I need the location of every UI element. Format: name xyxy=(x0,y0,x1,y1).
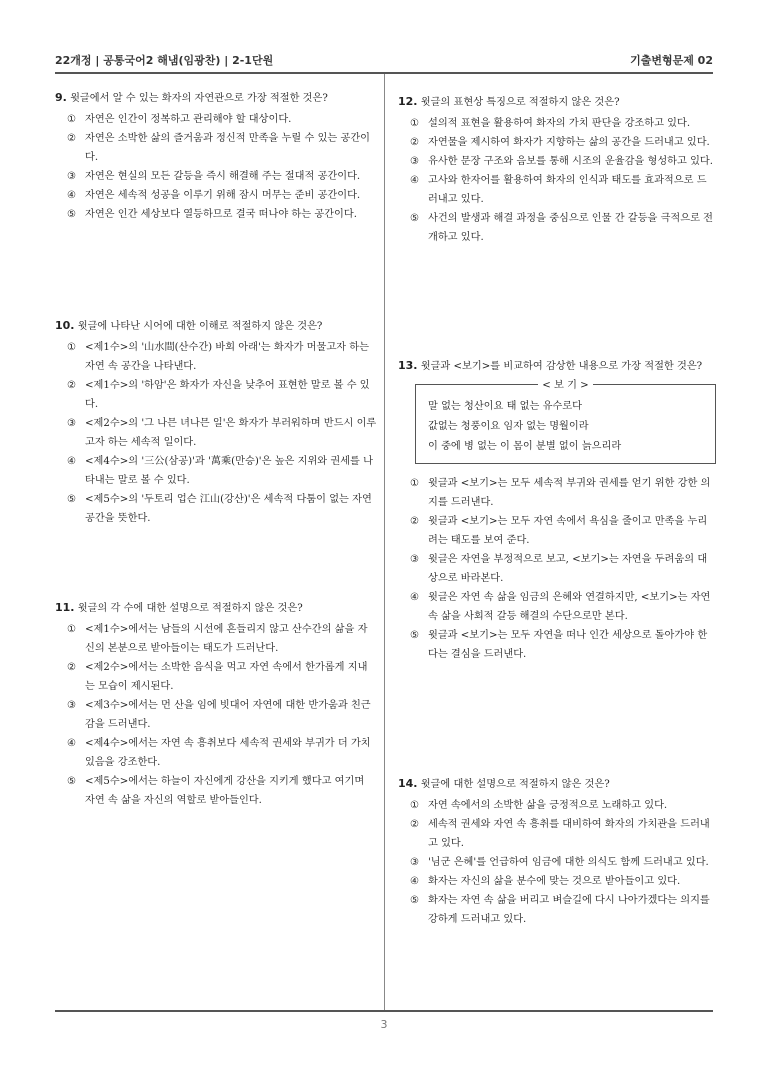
option-marker: ② xyxy=(67,662,77,673)
option-5[interactable] xyxy=(398,626,716,664)
option-text: 윗글은 자연 속 삶을 임금의 은혜와 연결하지만, <보기>는 자연 속 삶을 사회적 갈등 해결의 수단으로만 본다. xyxy=(428,592,711,622)
question-9 xyxy=(55,88,377,224)
option-1[interactable] xyxy=(55,110,377,129)
option-marker: ③ xyxy=(67,700,77,711)
question-text: 윗글과 <보기>를 비교하여 감상한 내용으로 가장 적절한 것은? xyxy=(420,361,703,372)
option-text: 설의적 표현을 활용하여 화자의 가치 판단을 강조하고 있다. xyxy=(428,118,691,129)
option-marker: ④ xyxy=(410,175,420,186)
option-2[interactable] xyxy=(55,376,377,414)
option-text: <제5수>의 '두토리 업슨 江山(강산)'은 세속적 다툼이 없는 자연 공간을 뜻한다. xyxy=(85,494,372,524)
option-text: 윗글은 자연을 부정적으로 보고, <보기>는 자연을 두려움의 대상으로 바라본다. xyxy=(428,554,708,584)
option-2[interactable] xyxy=(398,815,716,853)
option-marker: ⑤ xyxy=(410,895,420,906)
option-5[interactable] xyxy=(398,209,716,247)
option-text: 자연은 현실의 모든 갈등을 즉시 해결해 주는 절대적 공간이다. xyxy=(85,171,361,182)
option-4[interactable] xyxy=(398,872,716,891)
option-text: <제4수>의 '三公(삼공)'과 '萬乘(만승)'은 높은 지위와 권세를 나타내는 말로 볼 수 있다. xyxy=(85,456,373,486)
option-marker: ① xyxy=(410,800,420,811)
option-1[interactable] xyxy=(55,338,377,376)
header-course-info: 22개정 | 공통국어2 해냄(임광찬) | 2-1단원 xyxy=(55,54,274,67)
question-text: 윗글에 대한 설명으로 적절하지 않은 것은? xyxy=(420,779,610,790)
option-marker: ③ xyxy=(410,156,420,167)
option-marker: ① xyxy=(67,342,77,353)
example-line: 이 중에 병 없는 이 몸이 분별 없이 늙으리라 xyxy=(428,441,622,452)
option-marker: ⑤ xyxy=(67,494,77,505)
page-header xyxy=(55,48,713,70)
option-text: 자연물을 제시하여 화자가 지향하는 삶의 공간을 드러내고 있다. xyxy=(428,137,710,148)
option-4[interactable] xyxy=(398,588,716,626)
option-3[interactable] xyxy=(398,853,716,872)
option-5[interactable] xyxy=(398,891,716,929)
option-marker: ④ xyxy=(67,190,77,201)
page-number: 3 xyxy=(380,1018,388,1031)
option-text: <제1수>의 '山水間(산수간) 바회 아래'는 화자가 머물고자 하는 자연 속 공간을 나타낸다. xyxy=(85,342,369,372)
option-2[interactable] xyxy=(55,129,377,167)
option-2[interactable] xyxy=(398,133,716,152)
question-stem xyxy=(398,92,716,112)
option-marker: ③ xyxy=(410,554,420,565)
option-text: 자연은 인간 세상보다 열등하므로 결국 떠나야 하는 공간이다. xyxy=(85,209,357,220)
option-marker: ③ xyxy=(410,857,420,868)
question-11 xyxy=(55,598,377,810)
option-marker: ① xyxy=(410,478,420,489)
option-text: 윗글과 <보기>는 모두 세속적 부귀와 권세를 얻기 위한 강한 의지를 드러낸다. xyxy=(428,478,711,508)
option-text: 윗글과 <보기>는 모두 자연 속에서 욕심을 줄이고 만족을 누리려는 태도를 보여 준다. xyxy=(428,516,708,546)
option-marker: ⑤ xyxy=(410,630,420,641)
question-number: 13. xyxy=(398,359,418,372)
option-text: 화자는 자신의 삶을 분수에 맞는 것으로 받아들이고 있다. xyxy=(428,876,681,887)
option-5[interactable] xyxy=(55,490,377,528)
option-text: 화자는 자연 속 삶을 버리고 벼슬길에 다시 나아가겠다는 의지를 강하게 드러내고 있다. xyxy=(428,895,710,925)
option-4[interactable] xyxy=(55,452,377,490)
option-marker: ① xyxy=(67,114,77,125)
option-1[interactable] xyxy=(398,474,716,512)
option-text: <제3수>에서는 먼 산을 임에 빗대어 자연에 대한 반가움과 친근감을 드러낸다. xyxy=(85,700,371,730)
question-text: 윗글의 표현상 특징으로 적절하지 않은 것은? xyxy=(420,97,620,108)
option-marker: ③ xyxy=(67,171,77,182)
option-1[interactable] xyxy=(398,796,716,815)
option-marker: ⑤ xyxy=(410,213,420,224)
option-4[interactable] xyxy=(398,171,716,209)
option-marker: ① xyxy=(410,118,420,129)
option-marker: ② xyxy=(410,137,420,148)
option-4[interactable] xyxy=(55,186,377,205)
option-3[interactable] xyxy=(55,167,377,186)
option-3[interactable] xyxy=(55,414,377,452)
option-text: <제2수>에서는 소박한 음식을 먹고 자연 속에서 한가롭게 지내는 모습이 제시된다. xyxy=(85,662,368,692)
option-3[interactable] xyxy=(55,696,377,734)
example-line: 말 없는 청산이요 태 없는 유수로다 xyxy=(428,401,582,412)
option-text: 사건의 발생과 해결 과정을 중심으로 인물 간 갈등을 극적으로 전개하고 있다. xyxy=(428,213,714,243)
option-marker: ⑤ xyxy=(67,776,77,787)
question-10 xyxy=(55,316,377,528)
option-text: 윗글과 <보기>는 모두 자연을 떠나 인간 세상으로 돌아가야 한다는 결심을 드러낸다. xyxy=(428,630,708,660)
option-4[interactable] xyxy=(55,734,377,772)
option-text: 자연은 소박한 삶의 즐거움과 정신적 만족을 누릴 수 있는 공간이다. xyxy=(85,133,371,163)
option-marker: ⑤ xyxy=(67,209,77,220)
question-number: 10. xyxy=(55,319,75,332)
option-marker: ① xyxy=(67,624,77,635)
option-marker: ④ xyxy=(410,876,420,887)
option-text: <제1수>의 '하암'은 화자가 자신을 낮추어 표현한 말로 볼 수 있다. xyxy=(85,380,370,410)
option-marker: ② xyxy=(410,819,420,830)
question-stem xyxy=(398,356,716,376)
question-12 xyxy=(398,92,716,247)
example-box xyxy=(415,380,716,464)
option-1[interactable] xyxy=(55,620,377,658)
option-2[interactable] xyxy=(398,512,716,550)
option-2[interactable] xyxy=(55,658,377,696)
option-text: 자연은 세속적 성공을 이루기 위해 잠시 머무는 준비 공간이다. xyxy=(85,190,361,201)
header-title: 기출변형문제 02 xyxy=(630,54,713,67)
option-text: 세속적 권세와 자연 속 흥취를 대비하여 화자의 가치관을 드러내고 있다. xyxy=(428,819,710,849)
bottom-divider xyxy=(55,1010,713,1012)
option-text: 자연은 인간이 정복하고 관리해야 할 대상이다. xyxy=(85,114,292,125)
option-marker: ④ xyxy=(410,592,420,603)
option-3[interactable] xyxy=(398,550,716,588)
question-text: 윗글의 각 수에 대한 설명으로 적절하지 않은 것은? xyxy=(77,603,303,614)
option-text: <제5수>에서는 하늘이 자신에게 강산을 지키게 했다고 여기며 자연 속 삶을 자신의 역할로 받아들인다. xyxy=(85,776,365,806)
option-marker: ② xyxy=(410,516,420,527)
option-5[interactable] xyxy=(55,772,377,810)
option-1[interactable] xyxy=(398,114,716,133)
question-number: 14. xyxy=(398,777,418,790)
example-box-title: < 보 기 > xyxy=(416,376,715,396)
question-stem xyxy=(398,774,716,794)
question-14 xyxy=(398,774,716,929)
question-text: 윗글에서 알 수 있는 화자의 자연관으로 가장 적절한 것은? xyxy=(70,93,328,104)
option-5[interactable] xyxy=(55,205,377,224)
question-number: 12. xyxy=(398,95,418,108)
question-13 xyxy=(398,356,716,664)
option-text: 자연 속에서의 소박한 삶을 긍정적으로 노래하고 있다. xyxy=(428,800,668,811)
option-marker: ② xyxy=(67,380,77,391)
option-3[interactable] xyxy=(398,152,716,171)
option-text: 고사와 한자어를 활용하여 화자의 인식과 태도를 효과적으로 드러내고 있다. xyxy=(428,175,707,205)
option-marker: ③ xyxy=(67,418,77,429)
option-text: <제4수>에서는 자연 속 흥취보다 세속적 권세와 부귀가 더 가치 있음을 강조한다. xyxy=(85,738,371,768)
option-marker: ④ xyxy=(67,456,77,467)
question-number: 11. xyxy=(55,601,75,614)
option-text: '님군 은혜'를 언급하여 임금에 대한 의식도 함께 드러내고 있다. xyxy=(428,857,709,868)
column-divider xyxy=(384,74,385,1010)
question-text: 윗글에 나타난 시어에 대한 이해로 적절하지 않은 것은? xyxy=(77,321,323,332)
option-marker: ④ xyxy=(67,738,77,749)
example-line: 값없는 청풍이요 임자 없는 명월이라 xyxy=(428,421,589,432)
option-text: <제2수>의 '그 나믄 녀나믄 일'은 화자가 부러워하며 반드시 이루고자 하는 세속적 일이다. xyxy=(85,418,377,448)
question-number: 9. xyxy=(55,91,67,104)
question-stem xyxy=(55,88,377,108)
option-text: <제1수>에서는 남들의 시선에 흔들리지 않고 산수간의 삶을 자신의 본분으로 받아들이는 태도가 드러난다. xyxy=(85,624,368,654)
question-stem xyxy=(55,316,377,336)
question-stem xyxy=(55,598,377,618)
option-marker: ② xyxy=(67,133,77,144)
option-text: 유사한 문장 구조와 음보를 통해 시조의 운율감을 형성하고 있다. xyxy=(428,156,714,167)
